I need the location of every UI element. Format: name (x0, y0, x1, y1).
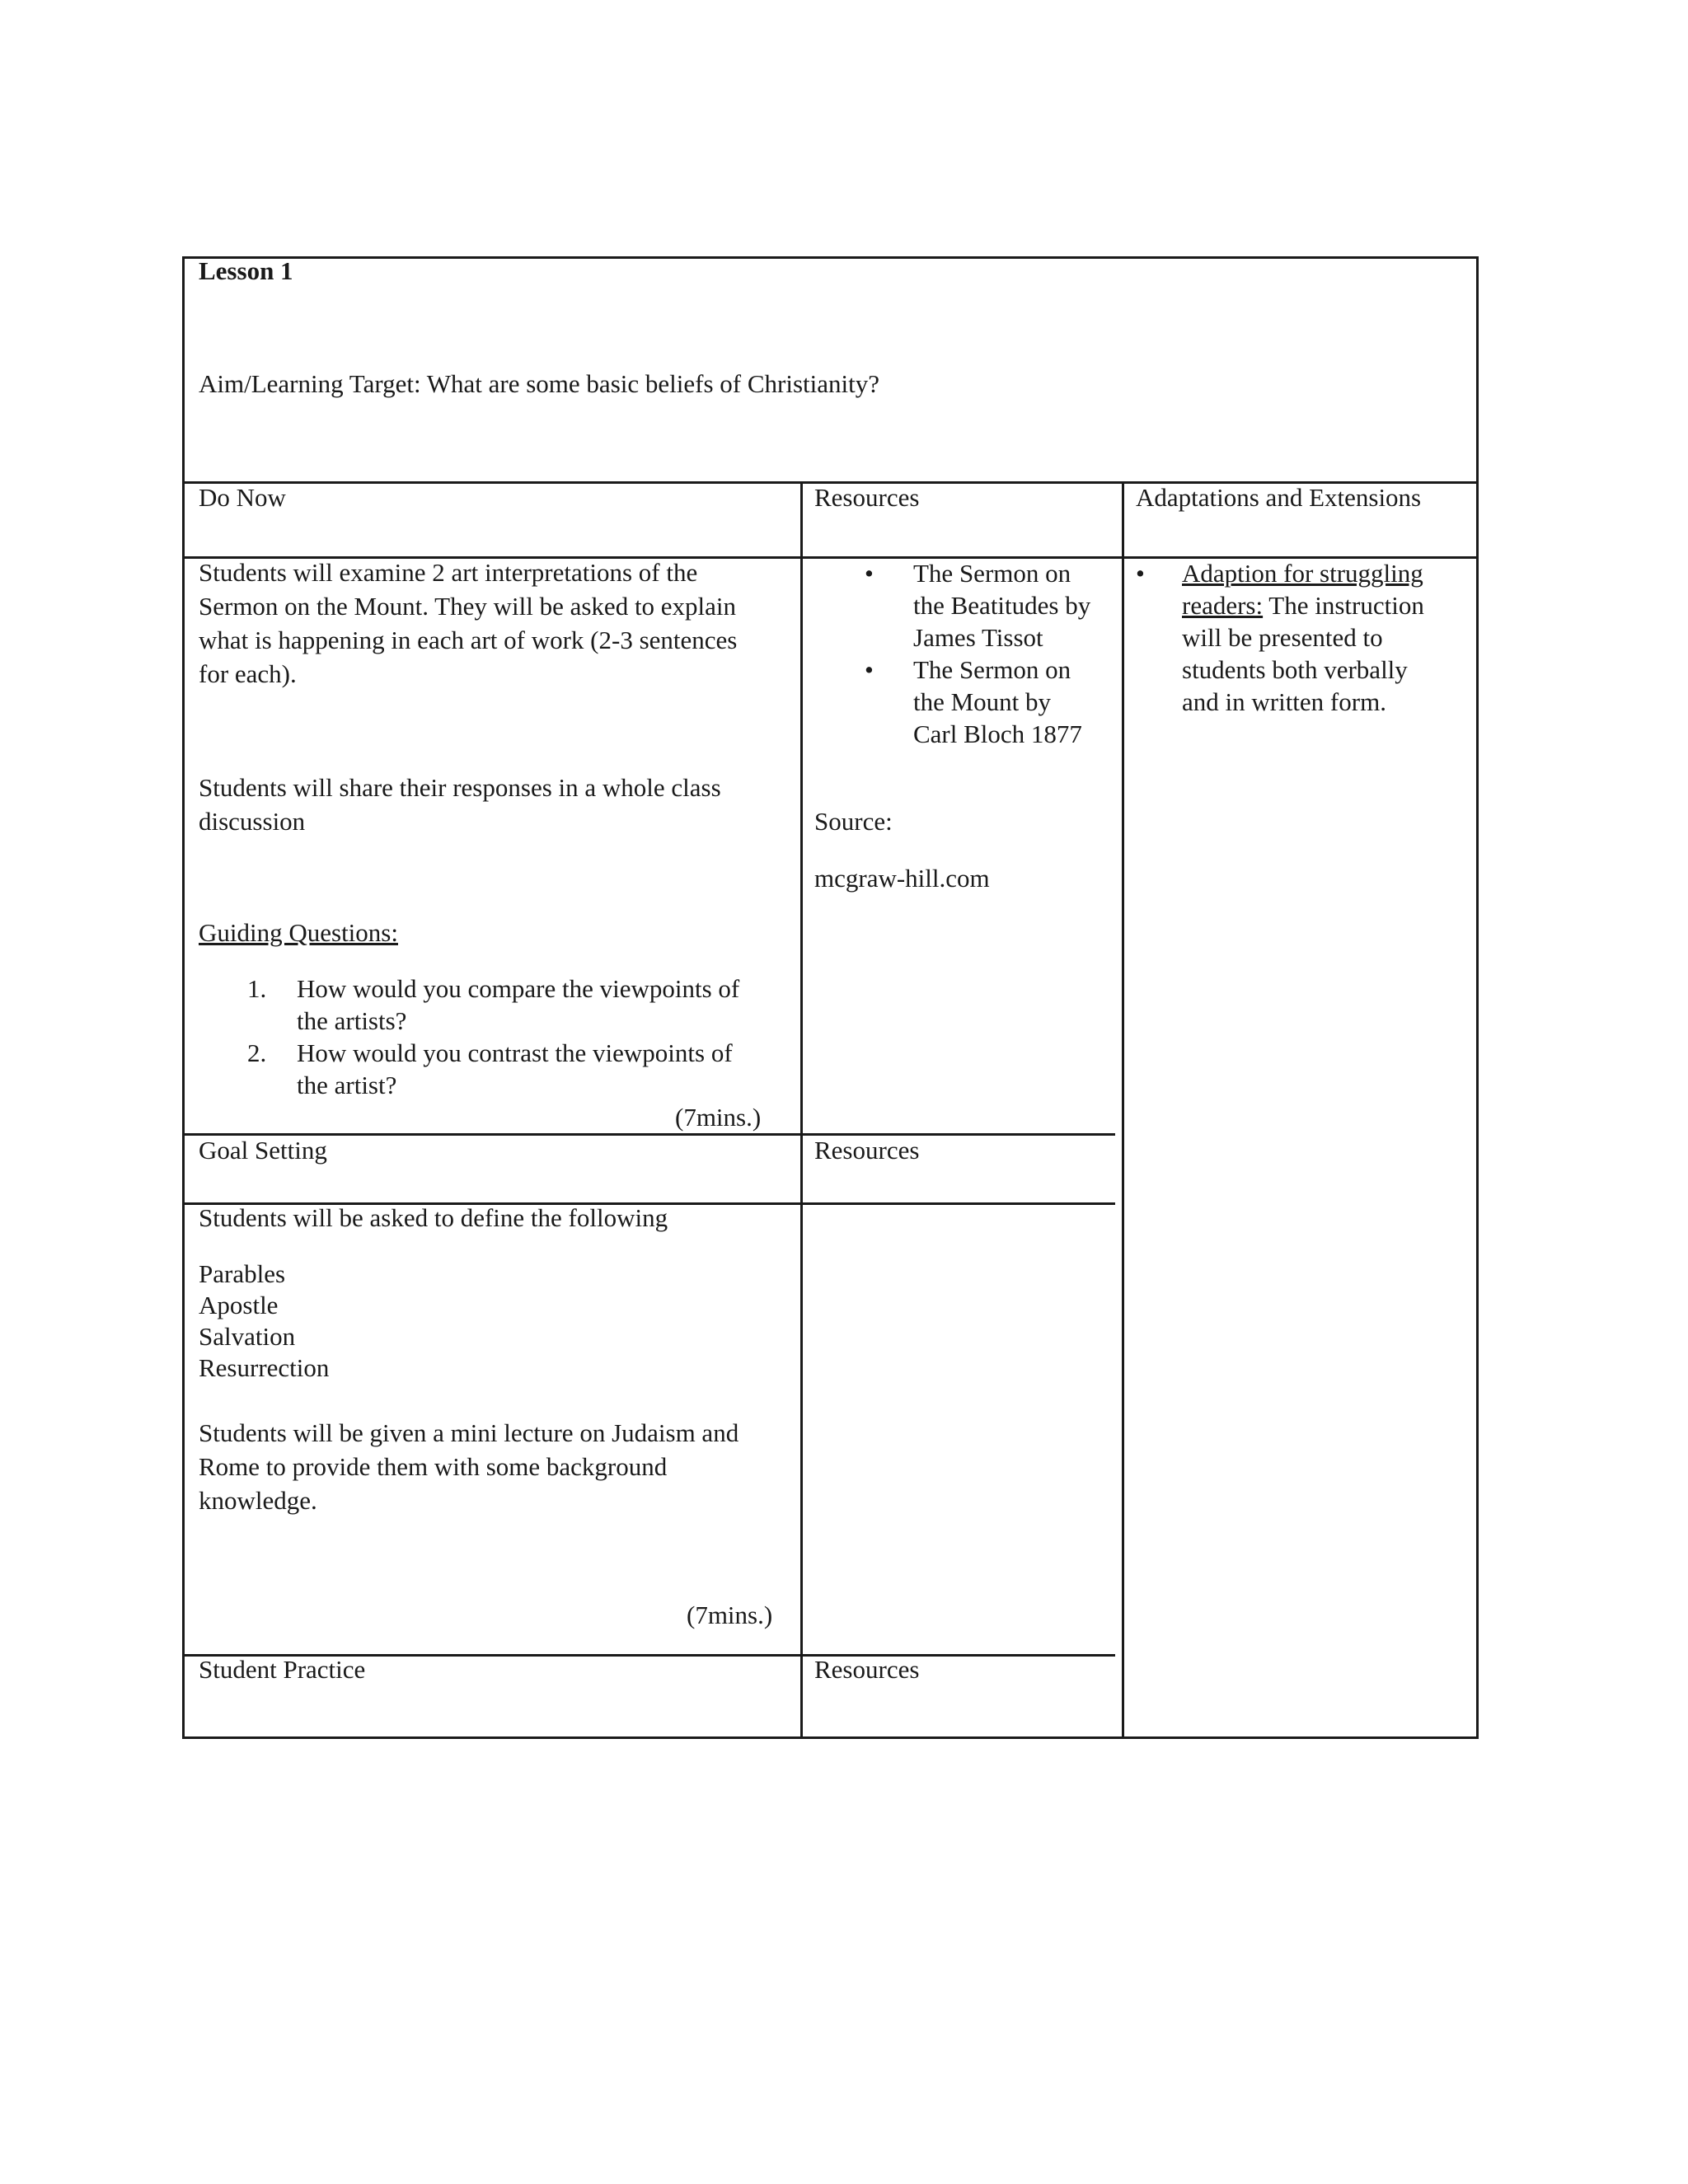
adaptation-line (1182, 557, 1424, 589)
discussion-line: discussion (199, 807, 306, 836)
question-number: 2. (247, 1038, 267, 1067)
resource-line: The Sermon on (913, 655, 1071, 684)
question-number: 1. (247, 974, 267, 1003)
resource-line: The Sermon on (913, 559, 1071, 588)
vocabulary-term: Resurrection (199, 1353, 330, 1382)
adaptation-label: readers: (1182, 591, 1264, 620)
aim-learning-target: Aim/Learning Target: What are some basic beliefs of Christianity? (199, 369, 879, 398)
adaptation-line (1182, 589, 1424, 621)
resource-line: Carl Bloch 1877 (913, 719, 1082, 748)
resource-line: James Tissot (913, 623, 1043, 652)
vocabulary-term: Apostle (199, 1291, 279, 1319)
lesson-title: Lesson 1 (199, 256, 293, 285)
do-now-line: Students will examine 2 art interpretations of the (199, 558, 698, 587)
adaptation-line: will be presented to (1182, 623, 1383, 652)
question-text: How would you contrast the viewpoints of (297, 1038, 733, 1067)
adaptation-line: students both verbally (1182, 655, 1408, 684)
do-now-heading: Do Now (199, 483, 286, 512)
discussion-line: Students will share their responses in a whole class (199, 773, 721, 802)
do-now-line: for each). (199, 659, 297, 688)
adaptation-item (1182, 557, 1424, 718)
column-divider (800, 481, 803, 1736)
goal-setting-heading: Goal Setting (199, 1136, 327, 1165)
source-link[interactable]: mcgraw-hill.com (814, 864, 990, 893)
bullet-icon: • (1136, 559, 1145, 588)
goal-setting-intro: Students will be asked to define the following (199, 1203, 668, 1232)
adaptation-text: The instruction (1263, 591, 1424, 620)
source-label: Source: (814, 807, 893, 836)
mini-lecture (199, 1416, 738, 1517)
bullet-icon: • (865, 655, 874, 684)
vocabulary-terms (199, 1258, 329, 1384)
resource-line: the Beatitudes by (913, 591, 1091, 620)
do-now-discussion (199, 771, 721, 838)
do-now-line: what is happening in each art of work (2-3 sentences (199, 626, 738, 654)
resources-heading: Resources (814, 1655, 920, 1684)
lecture-line: Students will be given a mini lecture on Judaism and (199, 1418, 739, 1447)
do-now-content (199, 555, 737, 691)
vocabulary-term: Salvation (199, 1322, 296, 1351)
do-now-line: Sermon on the Mount. They will be asked to explain (199, 592, 737, 621)
guiding-questions-label: Guiding Questions: (199, 918, 398, 947)
do-now-time: (7mins.) (675, 1103, 762, 1132)
adaptations-heading: Adaptations and Extensions (1136, 483, 1422, 512)
resources-heading: Resources (814, 1136, 920, 1165)
question-text: the artists? (297, 1006, 407, 1035)
question-text: How would you compare the viewpoints of (297, 974, 740, 1003)
resource-item (913, 557, 1090, 654)
vocabulary-term: Parables (199, 1259, 286, 1288)
student-practice-heading: Student Practice (199, 1655, 366, 1684)
lecture-line: Rome to provide them with some background (199, 1452, 668, 1481)
resource-line: the Mount by (913, 687, 1052, 716)
question-text: the artist? (297, 1071, 397, 1099)
resource-item (913, 654, 1082, 750)
goal-setting-time: (7mins.) (687, 1601, 773, 1629)
bullet-icon: • (865, 559, 874, 588)
adaptation-line: and in written form. (1182, 687, 1386, 716)
resources-heading: Resources (814, 483, 920, 512)
lecture-line: knowledge. (199, 1486, 317, 1515)
adaptation-label: Adaption for struggling (1182, 559, 1423, 588)
column-divider (1122, 481, 1124, 1736)
